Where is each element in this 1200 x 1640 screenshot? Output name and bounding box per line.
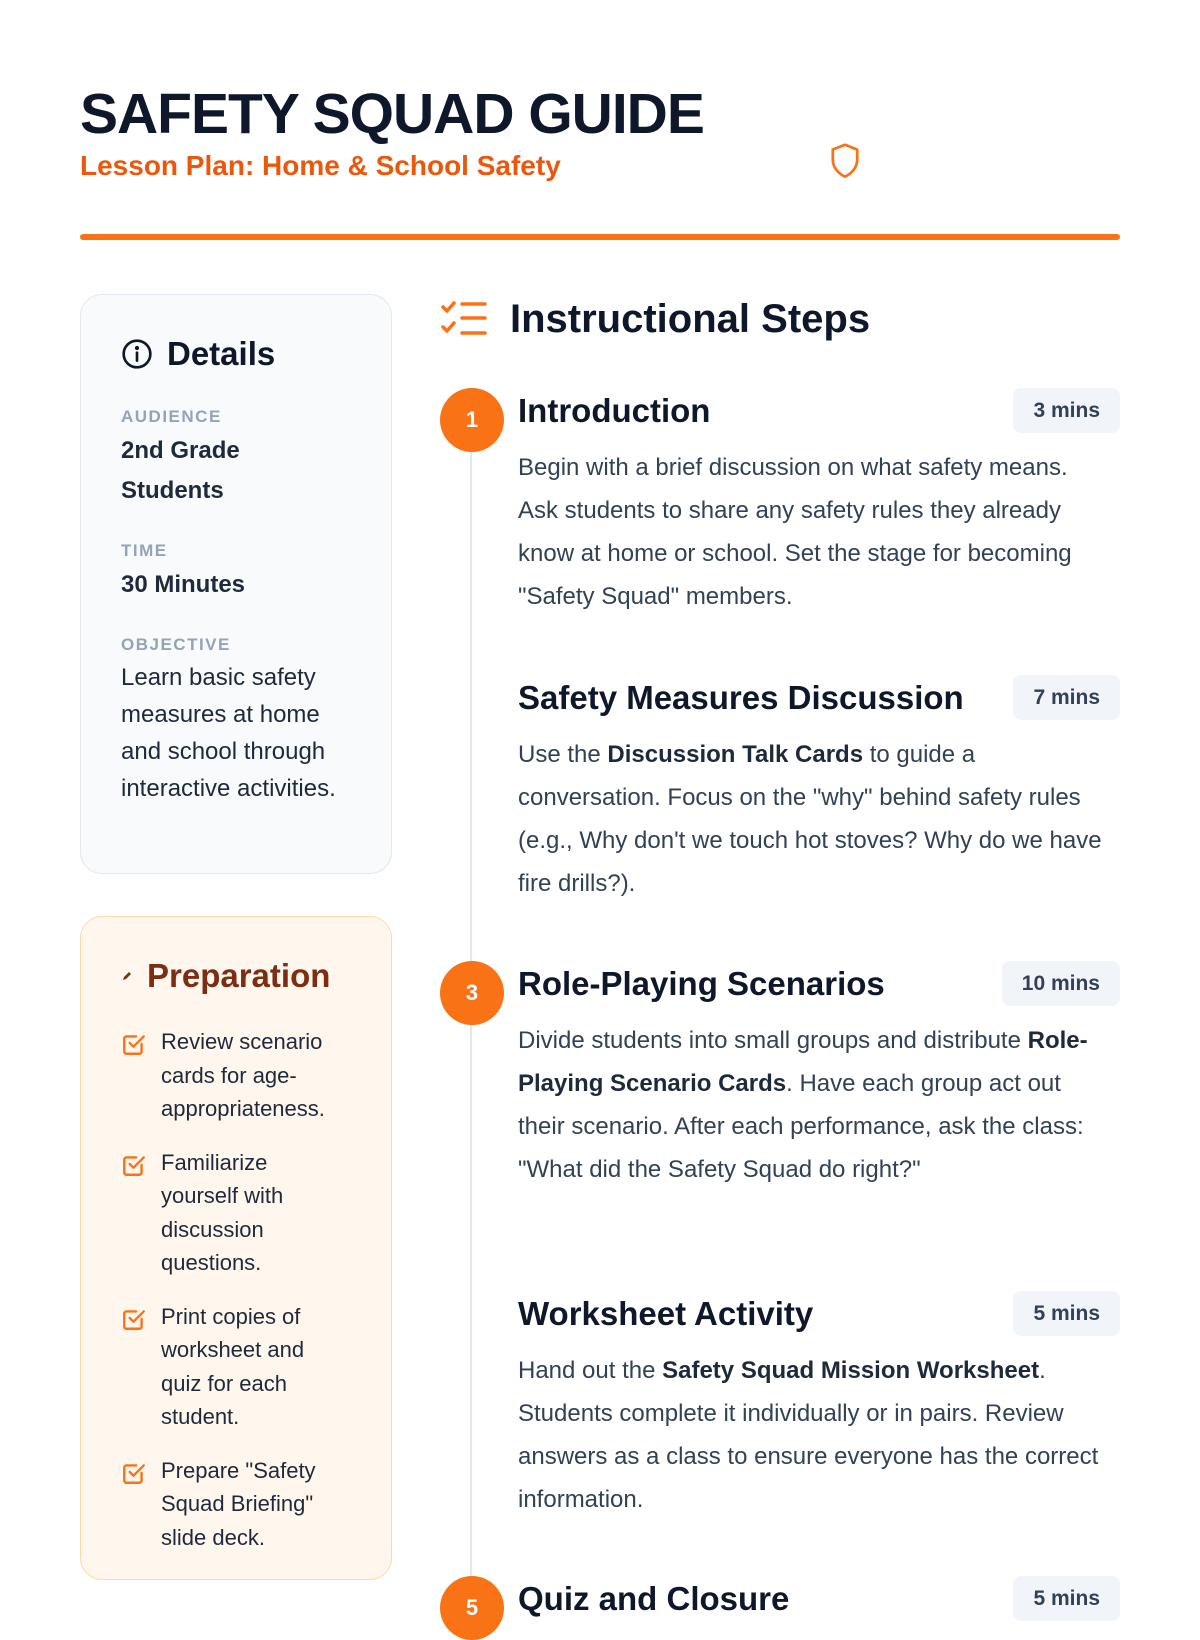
step-text: Use the: [518, 741, 608, 768]
step-title: Role-Playing Scenarios: [518, 965, 885, 1002]
step-number: 5: [440, 1576, 504, 1640]
duration-badge: 3 mins: [1013, 388, 1120, 433]
checkbox-checked-icon: [121, 1152, 147, 1178]
step-number: 3: [440, 961, 504, 1025]
steps-heading: [440, 294, 1120, 344]
instructional-steps-section: [440, 294, 1120, 1620]
time-value: 30 Minutes: [121, 571, 246, 598]
preparation-heading: [121, 957, 351, 995]
details-title: Details: [167, 335, 276, 372]
checklist-text: Prepare "Safety Squad Briefing" slide deck.: [161, 1457, 316, 1550]
step-description: [518, 1349, 1108, 1521]
info-icon: [121, 338, 153, 370]
checklist-item: [121, 1454, 351, 1555]
duration-badge: 7 mins: [1013, 675, 1120, 720]
step-text: . Students complete it individually or in pairs. Review answers as a class to ensure everyone has the correct information.: [518, 1357, 1099, 1513]
step-number: [440, 1291, 504, 1355]
resource-name: Discussion Talk Cards: [607, 741, 864, 768]
checkbox-checked-icon: [121, 1460, 147, 1486]
audience-value: 2nd Grade Students: [121, 437, 240, 504]
preparation-card: [80, 916, 392, 1580]
time-label: TIME: [121, 541, 168, 560]
duration-badge: 10 mins: [1002, 961, 1120, 1006]
checklist-text: Print copies of worksheet and quiz for each student.: [161, 1303, 305, 1429]
step-title: Introduction: [518, 392, 711, 429]
preparation-title: Preparation: [147, 957, 331, 994]
sidebar: [80, 294, 392, 1580]
step-text: . Have each group act out their scenario. After each performance, ask the class: "What did the Safety Squad do right?": [518, 1070, 1084, 1183]
resource-name: Safety Squad Mission Worksheet: [662, 1357, 1040, 1384]
details-card: [80, 294, 392, 874]
checklist-item: [121, 1300, 351, 1434]
step-description: Begin with a brief discussion on what safety means. Ask students to share any safety rules they already know at home or school. Set the stage for becoming "Safety Squad" members.: [518, 454, 1072, 610]
step-number: [440, 675, 504, 739]
checkbox-checked-icon: [121, 1031, 147, 1057]
details-heading: [121, 335, 351, 373]
page-subtitle: Lesson Plan: Home & School Safety: [80, 150, 561, 181]
page-header: [80, 0, 1120, 234]
step-number: 1: [440, 388, 504, 452]
checkbox-checked-icon: [121, 1306, 147, 1332]
step-title: Quiz and Closure: [518, 1580, 790, 1617]
objective-value: Learn basic safety measures at home and school through interactive activities.: [121, 664, 336, 802]
audience-label: AUDIENCE: [121, 407, 222, 426]
duration-badge: 5 mins: [1013, 1576, 1120, 1621]
step-text: Hand out the: [518, 1357, 663, 1384]
checklist-item: [121, 1146, 351, 1280]
step-description: [518, 733, 1108, 905]
objective-label: OBJECTIVE: [121, 635, 231, 654]
step-description: [518, 1019, 1108, 1191]
resource-name: Role-Playing Scenario Cards: [518, 1027, 1088, 1097]
checklist-text: Familiarize yourself with discussion questions.: [161, 1149, 284, 1275]
step-title: Safety Measures Discussion: [518, 679, 964, 716]
step-text: to guide a conversation. Focus on the "why" behind safety rules (e.g., Why don't we touch hot stoves? Why do we have fire drills?).: [518, 741, 1102, 897]
shield-icon: [828, 142, 862, 180]
checklist-icon: [440, 298, 488, 340]
pencil-icon: [121, 970, 133, 982]
checklist-text: Review scenario cards for age-appropriateness.: [161, 1029, 325, 1121]
step-text: Divide students into small groups and distribute: [518, 1027, 1028, 1054]
checklist-item: [121, 1025, 351, 1126]
duration-badge: 5 mins: [1013, 1291, 1120, 1336]
page-title: SAFETY SQUAD GUIDE: [80, 82, 704, 146]
steps-title: Instructional Steps: [510, 296, 871, 341]
step-title: Worksheet Activity: [518, 1295, 814, 1332]
preparation-list: [121, 1025, 351, 1554]
header-divider: [80, 234, 1120, 240]
